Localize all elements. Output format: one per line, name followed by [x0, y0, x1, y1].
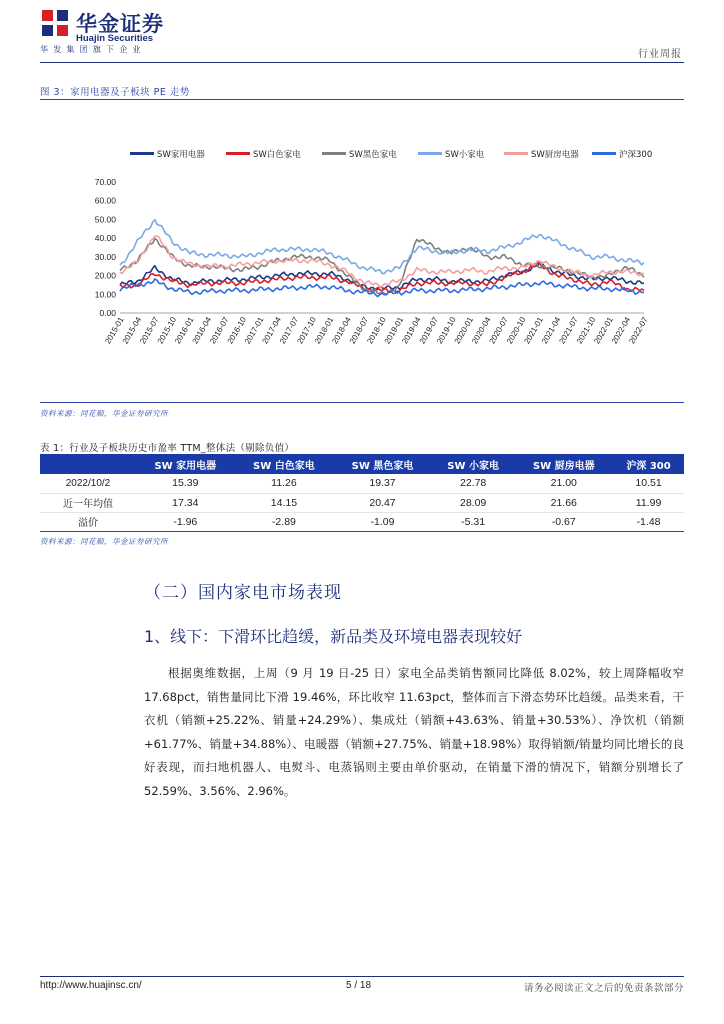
pe-line-chart: [84, 172, 664, 397]
table-cell: 28.09: [432, 493, 515, 512]
table-cell: 近一年均值: [40, 493, 136, 512]
table-title: 表 1：行业及子板块历史市盈率 TTM_整体法（剔除负值）: [40, 443, 295, 454]
legend-swatch: [592, 152, 616, 155]
legend-item: [130, 148, 205, 160]
brand-slogan: 华发集团旗下企业: [40, 45, 146, 54]
footer-disclaimer: 请务必阅读正文之后的免责条款部分: [523, 983, 684, 994]
legend-item: [592, 148, 652, 160]
body-paragraph: 根据奥维数据，上周（9 月 19 日-25 日）家电全品类销售额同比降低 8.02%，较上周降幅收窄 17.68pct，销售量同比下滑 19.46%，环比收窄 11.63pct，整体而言下滑态势环比趋缓。品类来看，干衣机（销额+25.22%、销量+24.29%）、集成灶（销额+43.63%、销量+30.53%）、净饮机（销额+61.77%、销量+34.88%）、电暖器（销额+27.75%、销量+18.98%）取得销额/销量均同比增长的良好表现，而扫地机器人、电熨斗、电蒸锅则主要由单价驱动，在销量下滑的情况下，销额分别增长了 52.59%、3.56%、2.96%。: [144, 666, 684, 798]
table-cell: 22.78: [432, 474, 515, 493]
x-tick-label: 2019-01: [382, 315, 406, 346]
x-tick-label: 2022-07: [627, 315, 650, 346]
section-heading: （二）国内家电市场表现: [144, 583, 342, 603]
x-tick-label: 2017-04: [260, 315, 283, 346]
brand-name-cn: 华金证券: [76, 12, 164, 36]
table-cell: 17.34: [136, 493, 235, 512]
x-tick-label: 2017-07: [277, 315, 301, 346]
legend-label: 沪深300: [619, 150, 653, 160]
y-tick-label: 40.00: [94, 233, 116, 244]
x-tick-label: 2020-07: [487, 315, 510, 346]
table-cell: -1.48: [613, 512, 684, 531]
x-tick-label: 2021-01: [522, 315, 545, 346]
x-tick-label: 2018-10: [365, 315, 388, 346]
table-header-cell: SW 家用电器: [136, 454, 235, 474]
table-cell: 20.47: [333, 493, 432, 512]
table-cell: -5.31: [432, 512, 515, 531]
pe-table: [40, 454, 684, 532]
table-cell: -1.96: [136, 512, 235, 531]
table-cell: 21.66: [514, 493, 613, 512]
x-tick-label: 2020-01: [452, 315, 476, 346]
table-cell: -2.89: [235, 512, 334, 531]
x-tick-label: 2019-10: [435, 315, 458, 346]
y-tick-label: 10.00: [94, 289, 116, 300]
legend-item: [226, 148, 301, 160]
x-tick-label: 2015-01: [103, 315, 126, 346]
x-tick-label: 2018-04: [330, 315, 353, 346]
y-tick-label: 70.00: [94, 177, 116, 187]
x-tick-label: 2022-01: [592, 315, 615, 346]
huajin-logo-icon: [40, 8, 70, 38]
table-cell: 19.37: [333, 474, 432, 493]
table-source: 资料来源：同花顺，华金证券研究所: [40, 537, 168, 546]
legend-item: [504, 148, 579, 160]
y-tick-label: 0.00: [99, 308, 116, 318]
legend-swatch: [418, 152, 442, 155]
table-cell: -0.67: [514, 512, 613, 531]
table-cell: 10.51: [613, 474, 684, 493]
table-header-cell: SW 小家电: [432, 454, 515, 474]
x-tick-label: 2018-07: [347, 315, 371, 346]
page-number: 5 / 18: [346, 980, 372, 991]
x-tick-label: 2019-07: [417, 315, 441, 346]
figure-source: 资料来源：同花顺，华金证券研究所: [40, 409, 168, 418]
x-tick-label: 2021-07: [557, 315, 580, 346]
table-cell: 21.00: [514, 474, 613, 493]
legend-swatch: [226, 152, 250, 155]
table-cell: 14.15: [235, 493, 334, 512]
table-header-cell: SW 厨房电器: [514, 454, 613, 474]
legend-item: [418, 148, 484, 160]
table-header-cell: [40, 454, 136, 474]
x-tick-label: 2018-01: [312, 315, 336, 346]
table-cell: 溢价: [40, 512, 136, 531]
table-cell: -1.09: [333, 512, 432, 531]
x-tick-label: 2022-04: [609, 315, 633, 346]
y-tick-label: 50.00: [94, 214, 116, 225]
table-cell: 11.99: [613, 493, 684, 512]
figure-title: 图 3：家用电器及子板块 PE 走势: [40, 87, 190, 98]
x-tick-label: 2015-04: [120, 315, 144, 346]
report-type: 行业周报: [638, 49, 682, 60]
brand-name-en: Huajin Securities: [76, 33, 154, 44]
table-cell: 15.39: [136, 474, 235, 493]
figure-bottom-divider: [40, 402, 684, 403]
x-tick-label: 2020-10: [504, 315, 528, 346]
table-row: [40, 512, 684, 531]
legend-label: SW小家电: [445, 150, 485, 160]
x-tick-label: 2016-04: [190, 315, 214, 346]
y-tick-label: 30.00: [94, 251, 116, 262]
legend-label: SW白色家电: [253, 150, 301, 160]
x-tick-label: 2017-10: [295, 315, 318, 346]
x-tick-label: 2021-10: [574, 315, 598, 346]
x-tick-label: 2020-04: [470, 315, 493, 346]
table-row: [40, 493, 684, 512]
series-line-4: [120, 236, 644, 287]
legend-label: SW厨房电器: [531, 150, 579, 160]
x-tick-label: 2015-07: [138, 315, 161, 346]
y-tick-label: 60.00: [94, 195, 116, 206]
table-header-row: [40, 454, 684, 474]
x-tick-label: 2016-01: [173, 315, 196, 346]
legend-label: SW家用电器: [157, 150, 205, 160]
table-cell: 2022/10/2: [40, 474, 136, 493]
subsection-heading: 1、线下：下滑环比趋缓，新品类及环境电器表现较好: [144, 627, 523, 646]
table-row: [40, 474, 684, 493]
table-header-cell: 沪深 300: [613, 454, 684, 474]
page-header: [40, 8, 684, 64]
table-header-cell: SW 黑色家电: [333, 454, 432, 474]
x-tick-label: 2016-07: [208, 315, 231, 346]
legend-swatch: [130, 152, 154, 155]
footer-divider: [40, 976, 684, 977]
legend-swatch: [322, 152, 346, 155]
table-header-cell: SW 白色家电: [235, 454, 334, 474]
legend-swatch: [504, 152, 528, 155]
x-tick-label: 2019-04: [400, 315, 423, 346]
figure-top-divider: [40, 99, 684, 100]
table-cell: 11.26: [235, 474, 334, 493]
header-divider: [40, 62, 684, 63]
x-tick-label: 2016-10: [225, 315, 248, 346]
x-tick-label: 2017-01: [242, 315, 266, 346]
x-tick-label: 2021-04: [539, 315, 563, 346]
legend-item: [322, 148, 397, 160]
legend-label: SW黑色家电: [349, 150, 397, 160]
footer-website-link[interactable]: http://www.huajinsc.cn/: [40, 980, 142, 991]
x-tick-label: 2015-10: [155, 315, 179, 346]
chart-legend: [130, 148, 690, 162]
y-tick-label: 20.00: [94, 270, 116, 281]
